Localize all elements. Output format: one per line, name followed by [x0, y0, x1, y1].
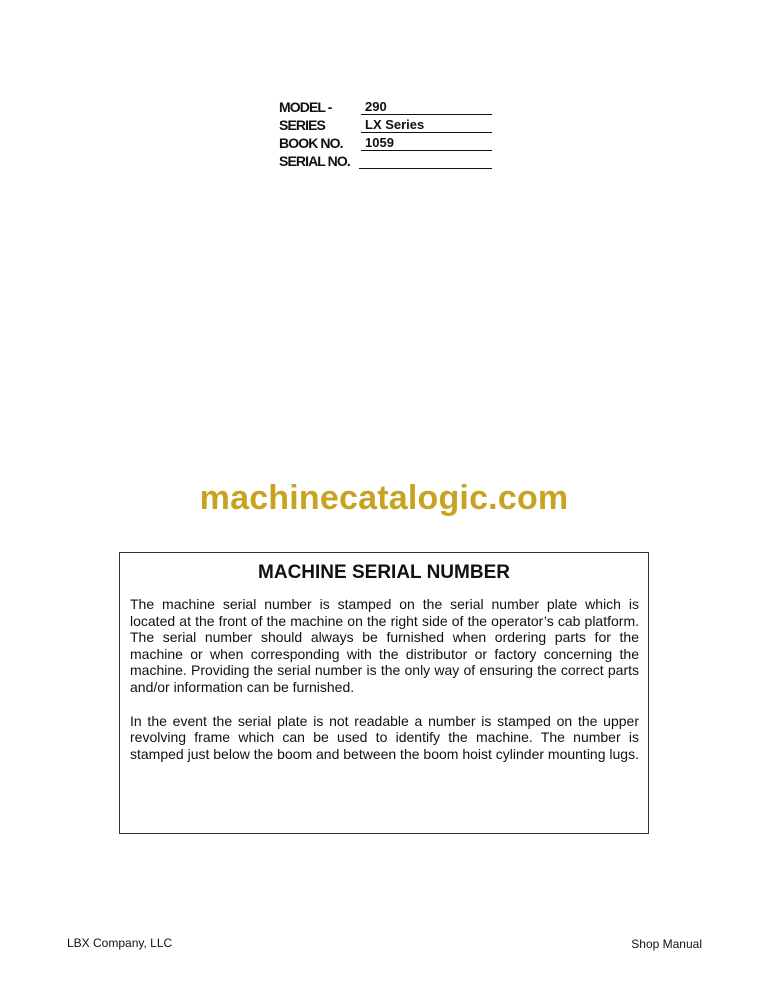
model-row — [279, 97, 492, 115]
series-value: LX Series — [365, 117, 425, 132]
model-value: 290 — [365, 99, 387, 114]
footer-manual-type: Shop Manual — [631, 937, 702, 951]
serial-number-box — [119, 552, 649, 834]
watermark-text: machinecatalogic.com — [199, 479, 569, 517]
series-row — [279, 115, 492, 133]
serial-field — [359, 152, 492, 169]
serial-row — [279, 151, 492, 169]
book-value: 1059 — [365, 135, 394, 150]
serial-label: SERIAL NO. — [279, 153, 350, 169]
serial-box-paragraph-1: The machine serial number is stamped on the serial number plate which is located at the front of the machine on the right side of the operator’s cab platform. The serial number should always be furnished when ordering parts for the machine or when corresponding with the distributor or factory concerning the machine. Providing the serial number is the only way of ensuring the correct parts and/or information can be furnished. — [130, 596, 639, 695]
book-field — [361, 134, 492, 151]
book-row — [279, 133, 492, 151]
model-label: MODEL - — [279, 99, 332, 115]
serial-box-title: MACHINE SERIAL NUMBER — [258, 562, 510, 583]
book-label: BOOK NO. — [279, 135, 343, 151]
footer-company: LBX Company, LLC — [67, 936, 173, 950]
model-field — [361, 98, 492, 115]
series-label: SERIES — [279, 117, 325, 133]
serial-box-paragraph-2: In the event the serial plate is not readable a number is stamped on the upper revolving frame which can be used to identify the machine. The number is stamped just below the boom and between the boom hoist cylinder mounting lugs. — [130, 712, 639, 762]
series-field — [361, 116, 492, 133]
machine-info-block — [279, 97, 492, 169]
